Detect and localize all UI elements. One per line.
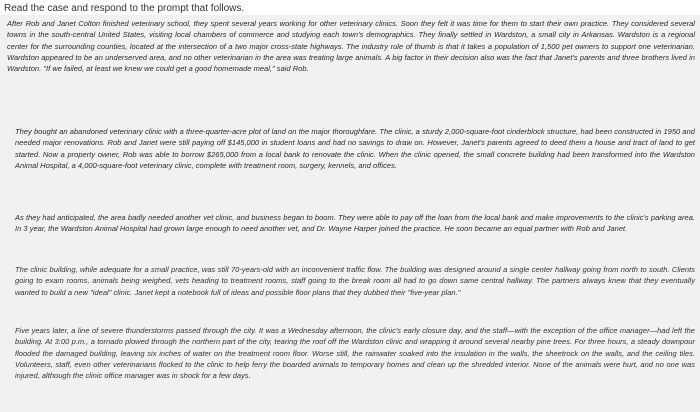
prompt-text: Read the case and respond to the prompt that follows. bbox=[4, 3, 245, 14]
case-paragraph-5: Five years later, a line of severe thunderstorms passed through the city. It was a Wednesday afternoon, the clinic's early closure day, and the staff—with the exception of the office manager—had left the building. At 3:00 p.m., a tornado plowed through the northern part of the city, tearing the roof off the Wardston clinic and wrapping it around several nearby pine trees. For three hours, a steady downpour flooded the damaged building, leaving six inches of water on the treatment room floor. Worse still, the rainwater soaked into the insulation in the walls, the sheetrock on the walls, and the ceiling tiles. Volunteers, staff, even other veterinarians flocked to the clinic to help ferry the boarded animals to temporary homes and clean up the shredded interior. None of the animals were hurt, and no one was injured, although the clinic office manager was in shock for a few days. bbox=[15, 326, 695, 381]
case-paragraph-2: They bought an abandoned veterinary clinic with a three-quarter-acre plot of land on the major thoroughfare. The clinic, a sturdy 2,000-square-foot cinderblock structure, had been constructed in 1950 and needed major renovations. Rob and Janet were still paying off $145,000 in student loans and had no savings to draw on. However, Janet's parents agreed to deed them a house and tract of land to get started. Now a property owner, Rob was able to borrow $265,000 from a local bank to renovate the clinic. When the clinic opened, the small concrete building had been transformed into the Wardston Animal Hospital, a 4,000-square-foot veterinary clinic, complete with treatment room, surgery, kennels, and offices. bbox=[15, 127, 695, 170]
case-paragraph-3: As they had anticipated, the area badly needed another vet clinic, and business began to boom. They were able to pay off the loan from the local bank and make improvements to the clinic's parking area. In 3 year, the Wardston Animal Hospital had grown large enough to need another vet, and Dr. Wayne Harper joined the practice. He soon became an equal partner with Rob and Janet. bbox=[15, 213, 695, 234]
case-text-box bbox=[0, 15, 700, 412]
case-paragraph-1: After Rob and Janet Colton finished veterinary school, they spent several years working for other veterinary clinics. Soon they felt it was time for them to start their own practice. They considered several towns in the south-central United States, visiting local chambers of commerce and studying each town's demographics. They finally settled in Wardston, a small city in Arkansas. Wardston is a regional center for the surrounding counties, located at the intersection of a two major cross-state highways. The industry rule of thumb is that it takes a population of 1,500 pet owners to support one veterinarian. Wardston appeared to be an underserved area, and no other veterinarian in the area was treating large animals. A big factor in their decision also was the fact that Janet's parents and three brothers lived in Wardston. "If we failed, at least we knew we could get a good homemade meal," said Rob. bbox=[7, 19, 695, 74]
case-paragraph-4: The clinic building, while adequate for a small practice, was still 70-years-old with an inconvenient traffic flow. The building was designed around a single center hallway going from north to south. Clients going to exam rooms, animals being weighed, vets heading to treatment rooms, staff going to the break room all had to go down same central hallway. The partners always knew that they eventually wanted to build a new "ideal" clinic. Janet kept a notebook full of ideas and possible floor plans that they dubbed their "five-year plan." bbox=[15, 265, 695, 297]
